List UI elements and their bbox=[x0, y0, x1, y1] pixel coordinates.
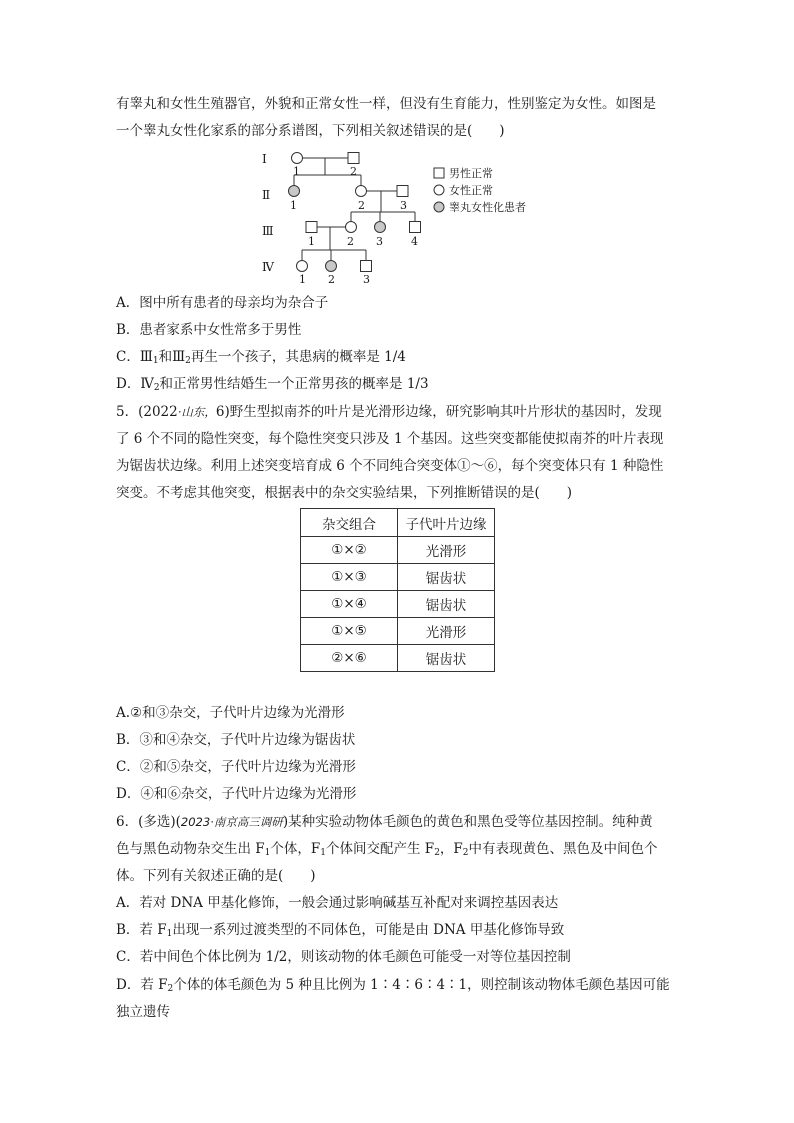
gen-label-2: Ⅱ bbox=[262, 188, 271, 202]
table-cell: 锯齿状 bbox=[398, 591, 495, 618]
III2-number: 2 bbox=[347, 235, 354, 248]
I1-number: 1 bbox=[293, 165, 300, 178]
table-header: 子代叶片边缘 bbox=[398, 509, 495, 537]
q6-stem-line3: 体。下列有关叙述正确的是( ) bbox=[116, 868, 316, 884]
male-normal-symbol bbox=[397, 186, 408, 197]
II3-number: 3 bbox=[400, 199, 407, 212]
q4-option-b: B．患者家系中女性常多于男性 bbox=[116, 322, 302, 338]
legend-affected: 睾丸女性化患者 bbox=[449, 201, 526, 214]
table-cell: 光滑形 bbox=[398, 537, 495, 564]
III1-number: 1 bbox=[308, 235, 315, 248]
q4-option-d: D．$Ⅳ_2$和正常男性结婚生一个正常男孩的概率是 1/3 bbox=[116, 376, 429, 393]
q4-option-c: C．$Ⅲ_1$和$Ⅲ_2$再生一个孩子，其患病的概率是 1/4 bbox=[116, 349, 406, 366]
cross-results-table bbox=[300, 508, 495, 672]
legend-female-normal: 女性正常 bbox=[449, 184, 493, 197]
table-cell: ②×⑥ bbox=[301, 645, 398, 672]
III3-number: 3 bbox=[376, 235, 383, 248]
female-normal-symbol bbox=[292, 153, 303, 164]
q6-stem-line1: 6．(多选)(2023·南京高三调研)某种实验动物体毛颜色的黄色和黑色受等位基因控制。纯种黄 bbox=[116, 814, 653, 830]
table-cell: 锯齿状 bbox=[398, 564, 495, 591]
table-row bbox=[301, 564, 495, 591]
q5-stem-line3: 为锯齿状边缘。利用上述突变培育成 6 个不同纯合突变体①～⑥，每个突变体只有 1 种隐性 bbox=[116, 458, 664, 474]
table-row bbox=[301, 618, 495, 645]
q4-stem-line1: 有睾丸和女性生殖器官，外貌和正常女性一样，但没有生育能力，性别鉴定为女性。如图是 bbox=[116, 96, 656, 112]
q6-option-a: A．若对 DNA 甲基化修饰，一般会通过影响碱基互补配对来调控基因表达 bbox=[116, 895, 559, 911]
legend-female-normal-icon bbox=[434, 185, 444, 195]
male-normal-symbol bbox=[306, 222, 317, 233]
table-cell: 光滑形 bbox=[398, 618, 495, 645]
table-row bbox=[301, 591, 495, 618]
q4-stem-line2: 一个睾丸女性化家系的部分系谱图，下列相关叙述错误的是( ) bbox=[116, 123, 505, 139]
q5-option-c: C．②和⑤杂交，子代叶片边缘为光滑形 bbox=[116, 759, 356, 775]
table-header: 杂交组合 bbox=[301, 509, 398, 537]
IV3-number: 3 bbox=[363, 273, 370, 285]
legend-male-normal: 男性正常 bbox=[449, 167, 493, 180]
pedigree-chart bbox=[250, 145, 550, 285]
male-normal-symbol bbox=[410, 222, 421, 233]
q5-option-b: B．③和④杂交，子代叶片边缘为锯齿状 bbox=[116, 732, 356, 748]
q6-option-d-line2: 独立遗传 bbox=[116, 1004, 170, 1020]
III4-number: 4 bbox=[411, 235, 418, 248]
table-row bbox=[301, 645, 495, 672]
gen-label-3: Ⅲ bbox=[262, 224, 274, 238]
q6-stem-line2: 色与黑色动物杂交生出 $F_1$个体，$F_1$个体间交配产生 $F_2$，$F_2$中有表现黄色、黑色及中间色个 bbox=[116, 841, 658, 858]
affected-symbol bbox=[289, 186, 300, 197]
q6-option-b: B．若 $F_1$出现一系列过渡类型的不同体色，可能是由 DNA 甲基化修饰导致 bbox=[116, 922, 565, 939]
IV1-number: 1 bbox=[299, 273, 306, 285]
gen-label-1: Ⅰ bbox=[262, 152, 267, 166]
q4-option-a: A．图中所有患者的母亲均为杂合子 bbox=[116, 295, 329, 311]
q5-option-d: D．④和⑥杂交，子代叶片边缘为光滑形 bbox=[116, 786, 357, 802]
q5-option-a: A.②和③杂交，子代叶片边缘为光滑形 bbox=[116, 705, 345, 721]
affected-symbol bbox=[326, 261, 337, 272]
table-cell: ①×⑤ bbox=[301, 618, 398, 645]
q5-stem-line4: 突变。不考虑其他突变，根据表中的杂交实验结果，下列推断错误的是( ) bbox=[116, 485, 573, 501]
q6-option-d: D．若 $F_2$个体的体毛颜色为 5 种且比例为 1∶4∶6∶4∶1，则控制该动物体毛颜色基因可能 bbox=[116, 977, 670, 994]
table-header-row bbox=[301, 509, 495, 537]
II2-number: 2 bbox=[358, 199, 365, 212]
q5-stem-line1: 5．(2022·山东，6)野生型拟南芥的叶片是光滑形边缘，研究影响其叶片形状的基因时，发现 bbox=[116, 404, 662, 420]
affected-symbol bbox=[375, 222, 386, 233]
table-cell: 锯齿状 bbox=[398, 645, 495, 672]
table-row bbox=[301, 537, 495, 564]
female-normal-symbol bbox=[356, 186, 367, 197]
male-normal-symbol bbox=[361, 261, 372, 272]
q6-option-c: C．若中间色个体比例为 1/2，则该动物的体毛颜色可能受一对等位基因控制 bbox=[116, 949, 571, 965]
female-normal-symbol bbox=[297, 261, 308, 272]
I2-number: 2 bbox=[350, 165, 357, 178]
female-normal-symbol bbox=[346, 222, 357, 233]
table-cell: ①×④ bbox=[301, 591, 398, 618]
II1-number: 1 bbox=[290, 199, 297, 212]
legend-affected-icon bbox=[434, 202, 444, 212]
q5-stem-line2: 了 6 个不同的隐性突变，每个隐性突变只涉及 1 个基因。这些突变都能使拟南芥的叶片表现 bbox=[116, 431, 664, 447]
table-cell: ①×② bbox=[301, 537, 398, 564]
male-normal-symbol bbox=[348, 153, 359, 164]
table-cell: ①×③ bbox=[301, 564, 398, 591]
legend-male-normal-icon bbox=[434, 168, 444, 178]
gen-label-4: Ⅳ bbox=[262, 260, 274, 274]
IV2-number: 2 bbox=[328, 273, 335, 285]
